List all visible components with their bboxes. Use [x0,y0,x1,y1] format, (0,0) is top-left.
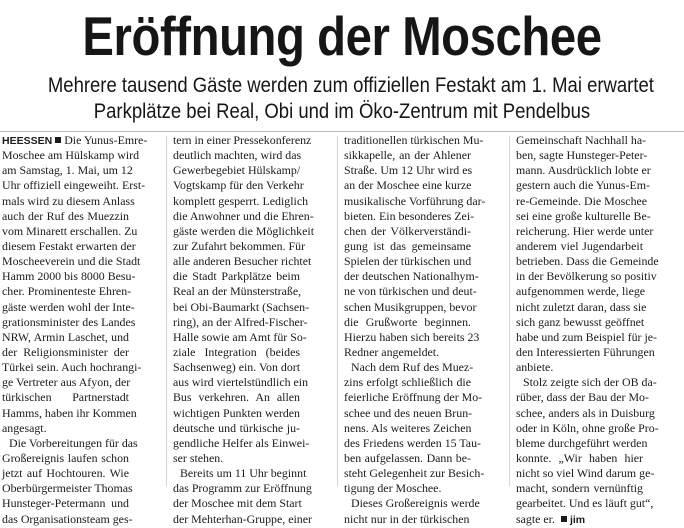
article-line: ge Vertreter aus Afyon, der [2,375,131,390]
article-line: des Friedens werden 15 Tau- [344,435,481,450]
article-line: deutlich machten, wird das [173,148,302,163]
article-line: das Programm zur Eröffnung [173,481,312,496]
article-line: Vogtskamp für den Verkehr [173,178,304,193]
article-line: bei Obi-Baumarkt (Sachsen- [173,299,310,314]
article-line: tern in einer Pressekonferenz [173,133,312,147]
article-line: bleme durchgeführt werden [516,435,648,450]
article-line: komplett gesperrt. Lediglich [173,193,309,208]
article-line: zins erfolgt schließlich die [344,375,471,390]
article-line: reicherung. Hier werde unter [516,223,654,238]
square-bullet-icon [561,516,567,522]
article-line: Oberbürgermeister Thomas [2,481,133,496]
article-line: sich ganz bewusst geöffnet [516,314,645,329]
article-line: Sachsenweg) ein. Von dort [173,360,301,375]
article-line: tigung der Moschee. [344,481,442,496]
square-bullet-icon [55,137,61,143]
article-line: Bereits um 11 Uhr beginnt [180,466,307,481]
article-line: mals wird zu diesem Anlass [2,193,135,208]
article-line: Redner angemeldet. [344,344,440,359]
article-line: Hamm 2000 bis 8000 Besu- [2,269,136,284]
article-line: der Religionsminister der [2,344,129,359]
subheadline-line-2: Parkplätze bei Real, Obi und im Öko-Zentrum mit Pendelbus [93,99,591,123]
article-line: nicht so viel Wind darum ge- [516,466,655,481]
article-line: musikalische Vorführung dar- [344,193,486,208]
article-line: grationsminister des Landes [2,314,136,329]
article-line: rüber, dass der Bau der Mo- [516,390,649,405]
article-line: der deutschen Nationalhym- [344,269,479,284]
article-line: ziale Integration (beides [173,344,300,359]
article-line: deutsche und türkische ju- [173,420,300,435]
article-line: anderem viel Jugendarbeit [516,238,643,253]
article-line-text: sagte er. [516,511,555,526]
article-line: Straße. Um 12 Uhr wird es [344,163,473,178]
article-line: alle anderen Besucher richtet [173,254,312,269]
article-line: gäste werden wohl der Inte- [2,299,135,314]
headline: Eröffnung der Moschee [82,5,602,67]
article-line: Moscheeverein und die Stadt [2,254,141,269]
article-line: macht, sondern vernünftig [516,481,643,496]
subheadline-line-1: Mehrere tausend Gäste werden zum offiziellen Festakt am 1. Mai erwartet [47,73,654,97]
author-signature: jim [569,513,586,526]
article-line: Moschee am Hülskamp wird [2,148,140,163]
article-line: Spielen der türkischen und [344,254,472,269]
article-line: bieten. Ein besonderes Zei- [344,208,475,223]
article-line: in der Bevölkerung so positiv [516,269,657,284]
article-line: konnte. „Wir haben hier [516,450,643,465]
article-line: Stolz zeigte sich der OB da- [523,375,657,390]
article-line: vom Minarett erschallen. Zu [2,223,138,238]
article-line: den Interessierten Führungen [516,344,655,359]
article-line: anbiete. [516,360,554,375]
column-divider [509,136,510,486]
article-line: wichtigen Punkten werden [173,405,300,420]
article-line: Bus verkehren. An allen [173,390,300,405]
article-line: gäste werden die Möglichkeit [173,223,314,238]
article-column-3 [344,133,486,526]
article-line: NRW, Armin Laschet, und [2,329,129,344]
article-line: Gemeinschaft Nachhall ha- [516,133,647,147]
article-line: die Anwohner und die Ehren- [173,208,314,223]
article-line: jetzt auf Hochtouren. Wie [2,466,129,481]
article-line: gendliche Helfer als Einwei- [173,435,310,450]
article-line: Gewerbegebiet Hülskamp/ [173,163,301,178]
article-line: gearbeitet. Und es läuft gut“, [516,496,654,511]
article-line: steht Gelegenheit zur Besich- [344,466,485,481]
article-line: schee, anders als in Duisburg [516,405,655,420]
column-divider [337,136,338,486]
article-line: feierliche Eröffnung der Mo- [344,390,483,405]
article-line: chen der Völkerverständi- [344,223,471,238]
article-line: Real an der Münsterstraße, [173,284,302,299]
article-line: traditionellen türkischen Mu- [344,133,484,147]
article-line: der Moschee mit dem Start [173,496,302,511]
article-line: angesagt. [2,420,47,435]
article-line: Dieses Großereignis werde [351,496,480,511]
article-line: mann. Ausdrücklich lobte er [516,163,651,178]
article-line [2,133,148,148]
article-line: nicht zuletzt daran, dass sie [516,299,647,314]
article-line-text: Die Yunus-Emre- [64,133,148,147]
article-line: Hamms, haben ihr Kommen [2,405,137,420]
article-column-1 [2,133,148,526]
header-rule [0,131,684,132]
article-line: Hierzu haben sich bereits 23 [344,329,480,344]
article-line: nens. Als weiteres Zeichen [344,420,472,435]
article-line: an der Moschee eine kurze [344,178,472,193]
article-line: am Samstag, 1. Mai, um 12 [2,163,133,178]
article-line: Großereignis laufen schon [2,450,129,465]
article-line: Hunsteger-Petermann und [2,496,129,511]
article-column-2 [173,133,314,526]
article-line: der Mehterhan-Gruppe, einer [173,511,312,526]
article-line: das Organisationsteam ges- [2,511,133,526]
article-column-4 [516,133,659,526]
article-line: ben aufgelassen. Dann be- [344,450,471,465]
article-line: die Stadt Parkplätze beim [173,269,300,284]
article-line: schee und des neuen Brun- [344,405,473,420]
article-line: ser stehen. [173,450,224,465]
article-line: die Grußworte beginnen. [344,314,471,329]
article-line: auch der Ruf des Muezzin [2,208,129,223]
article-line: aus wird viertelstündlich ein [173,375,309,390]
article-line: Die Vorbereitungen für das [9,435,138,450]
article-line: sikkapelle, an der Ahlener [344,148,471,163]
article-line: oder in Köln, ohne große Pro- [516,420,659,435]
article-line: aufgenommen werde, liege [516,284,646,299]
article-line: ben, sagte Hunsteger-Peter- [516,148,648,163]
article-line: türkischen Partnerstadt [2,390,129,405]
article-line [516,512,643,527]
article-line: re-Gemeinde. Die Moschee [516,193,648,208]
column-divider [166,136,167,486]
article-line: nicht nur in der türkischen [344,511,470,526]
article-line: Uhr offiziell eingeweiht. Erst- [2,178,146,193]
article-line: schen Musikgruppen, bevor [344,299,477,314]
article-line: Türkei sein. Auch hochrangi- [2,360,142,375]
article-line: betrieben. Dass die Gemeinde [516,254,659,269]
article-line: diesem Festakt erwarten der [2,238,136,253]
article-line: Halle sowie am Amt für So- [173,329,307,344]
dateline: HEESSEN [2,135,53,147]
article-line: Nach dem Ruf des Muez- [351,360,474,375]
article-line: sei eine große kulturelle Be- [516,208,651,223]
article-line: habe und zum Beispiel für je- [516,329,657,344]
article-line: gestern auch die Yunus-Em- [516,178,650,193]
article-line: gung ist das gemeinsame [344,238,471,253]
article-line: ring), an der Alfred-Fischer- [173,314,308,329]
article-line: ne von türkischen und deut- [344,284,477,299]
article-line: cher. Prominenteste Ehren- [2,284,132,299]
article-line: zur Zufahrt bekommen. Für [173,238,306,253]
